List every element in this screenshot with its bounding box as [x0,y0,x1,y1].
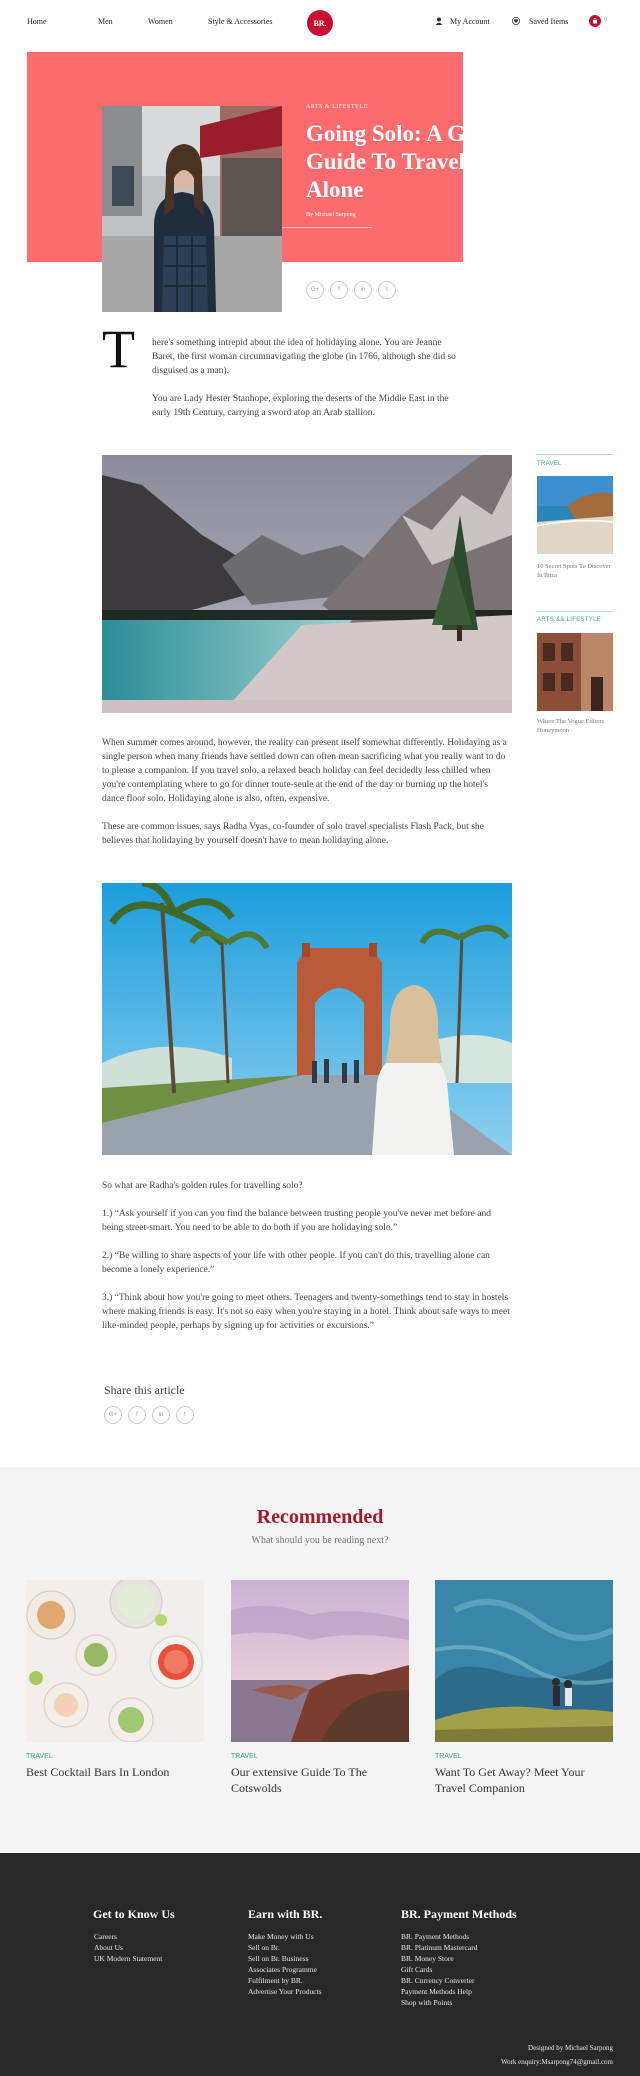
intro-paragraph: here's something intrepid about the idea of holidaying alone. You are Jeanne Baret, the first woman circumnavigating the globe (in 1766, although she did so disguised as a man). [152,338,456,376]
nav-women[interactable]: Women [148,17,173,26]
facebook-icon[interactable]: f [330,281,348,299]
top-navigation [0,0,640,44]
sidebar-thumbnail[interactable] [537,476,613,554]
nav-home[interactable]: Home [27,17,47,26]
linkedin-icon[interactable]: in [152,1406,170,1424]
article-paragraph: 1.) “Ask yourself if you can you find the balance between trusting people you've never met before and being street-smart. You need to be able to do both if you are holidaying solo.” [102,1209,491,1233]
article-body [102,736,512,862]
recommended-caption[interactable]: Want To Get Away? Meet Your Travel Companion [435,1765,585,1795]
footer-link[interactable]: BR. Money Store [401,1954,454,1963]
shopping-bag-icon[interactable] [589,15,601,27]
intro-paragraph: You are Lady Hester Stanhope, exploring the deserts of the Middle East in the early 19th Century, carrying a sword atop an Arab stallion. [152,394,449,418]
footer-link[interactable]: Payment Methods Help [401,1987,472,1996]
author-divider [282,227,372,228]
recommended-card-image[interactable] [435,1580,613,1742]
recommended-card-image[interactable] [231,1580,409,1742]
designer-credit: Designed by Michael Sarpong [528,2044,613,2052]
article-title: Going Solo: A Girl's Guide To Travelling Alone [306,121,504,202]
footer-link[interactable]: UK Modern Statement [94,1954,163,1963]
footer-link[interactable]: BR. Currency Converter [401,1976,475,1985]
nav-saved-items[interactable]: Saved Items [529,17,569,26]
footer-link[interactable]: Make Money with Us [248,1932,314,1941]
linkedin-icon[interactable]: in [354,281,372,299]
footer-links [248,1931,322,1997]
bag-count: 0 [604,17,607,23]
recommended-caption[interactable]: Best Cocktail Bars In London [26,1765,170,1779]
article-paragraph: 3.) “Think about how you're going to meet others. Teenagers and twenty-somethings tend to stay in hostels where making friends is easy. It's not so easy when you're staying in a hotel. Think about safe ways to meet like-minded people, perhaps by signing up for activities or excursions.” [102,1293,510,1331]
nav-my-account[interactable]: My Account [450,17,490,26]
sidebar-category[interactable]: ARTS && LIFESTYLE [537,617,602,623]
nav-style-accessories[interactable]: Style & Accessories [208,17,273,26]
sidebar-divider [536,611,613,612]
sidebar-caption[interactable]: 10 Secret Spots To Discover In Ibiza [537,563,611,579]
footer-heading: Get to Know Us [93,1907,175,1921]
sidebar-category[interactable]: TRAVEL [537,461,562,467]
footer-link[interactable]: About Us [94,1943,123,1952]
hero-image [102,106,282,312]
twitter-icon[interactable]: t [176,1406,194,1424]
recommended-title: Recommended [256,1506,384,1528]
footer-link[interactable]: Fulfilment by BR. [248,1976,303,1985]
hero-category[interactable]: ARTS & LIFESTYLE [306,104,368,110]
recommended-category[interactable]: TRAVEL [26,1753,53,1760]
google-plus-icon[interactable]: G+ [306,281,324,299]
article-paragraph: 2.) “Be willing to share aspects of your life with other people. If you can't do this, travelling alone can become a lonely experience.” [102,1251,490,1275]
footer-link[interactable]: Gift Cards [401,1965,433,1974]
footer-link[interactable]: BR. Payment Methods [401,1932,470,1941]
share-title: Share this article [104,1383,185,1397]
lake-mountain-image [102,455,512,713]
recommended-category[interactable]: TRAVEL [435,1753,462,1760]
twitter-icon[interactable]: t [378,281,396,299]
article-paragraph: When summer comes around, however, the reality can present itself somewhat differently. Holidaying as a single person when many friends have settled down can often mean sacrificing what you really want to do to please a companion. If you travel solo, a relaxed beach holiday can feel decidedly less chilled when you're contemplating where to go for dinner toute-seule at the end of the day or burning up the hotel's dance floor solo. Holidaying alone is also, often, expensive. [102,738,507,804]
sidebar-thumbnail[interactable] [537,633,613,711]
recommended-category[interactable]: TRAVEL [231,1753,258,1760]
arch-street-image [102,883,512,1155]
user-icon[interactable] [435,17,443,25]
sidebar-divider [536,454,613,455]
footer-link[interactable]: Careers [94,1932,117,1941]
article-paragraph: These are common issues, says Radha Vyas, co-founder of solo travel specialists Flash Pack, but she believes that holidaying by yourself doesn't have to mean holidaying alone. [102,822,484,846]
footer-links [401,1931,477,2008]
facebook-icon[interactable]: f [128,1406,146,1424]
footer-links [94,1931,162,1964]
footer-link[interactable]: Associates Programme [248,1965,317,1974]
article-intro [152,336,457,434]
footer-link[interactable]: Sell on Br. Business [248,1954,309,1963]
footer-link[interactable]: Sell on Br. [248,1943,280,1952]
heart-icon[interactable] [512,17,520,25]
recommended-card-image[interactable] [26,1580,204,1742]
logo[interactable]: BR. [307,10,333,36]
work-enquiry-email[interactable]: Work enquiry:Msarpong74@gmail.com [500,2058,613,2066]
footer-link[interactable]: BR. Platinum Mastercard [401,1943,478,1952]
footer-link[interactable]: Advertise Your Products [248,1987,322,1996]
article-paragraph: So what are Radha's golden rules for travelling solo? [102,1181,303,1191]
recommended-caption[interactable]: Our extensive Guide To The Cotswolds [231,1765,368,1795]
share-buttons-bottom [104,1406,194,1424]
article-author[interactable]: By Michael Sarpong [306,212,356,218]
recommended-subtitle: What should you be reading next? [251,1535,389,1546]
drop-cap: T [102,319,135,379]
sidebar-caption[interactable]: Where The Vogue Editors Honeymoon [537,718,605,734]
share-buttons-top [306,281,396,299]
nav-men[interactable]: Men [98,17,113,26]
google-plus-icon[interactable]: G+ [104,1406,122,1424]
article-rules [102,1179,512,1347]
footer-heading: BR. Payment Methods [401,1907,517,1921]
footer-heading: Earn with BR. [248,1907,323,1921]
footer-link[interactable]: Shop with Points [401,1998,453,2007]
